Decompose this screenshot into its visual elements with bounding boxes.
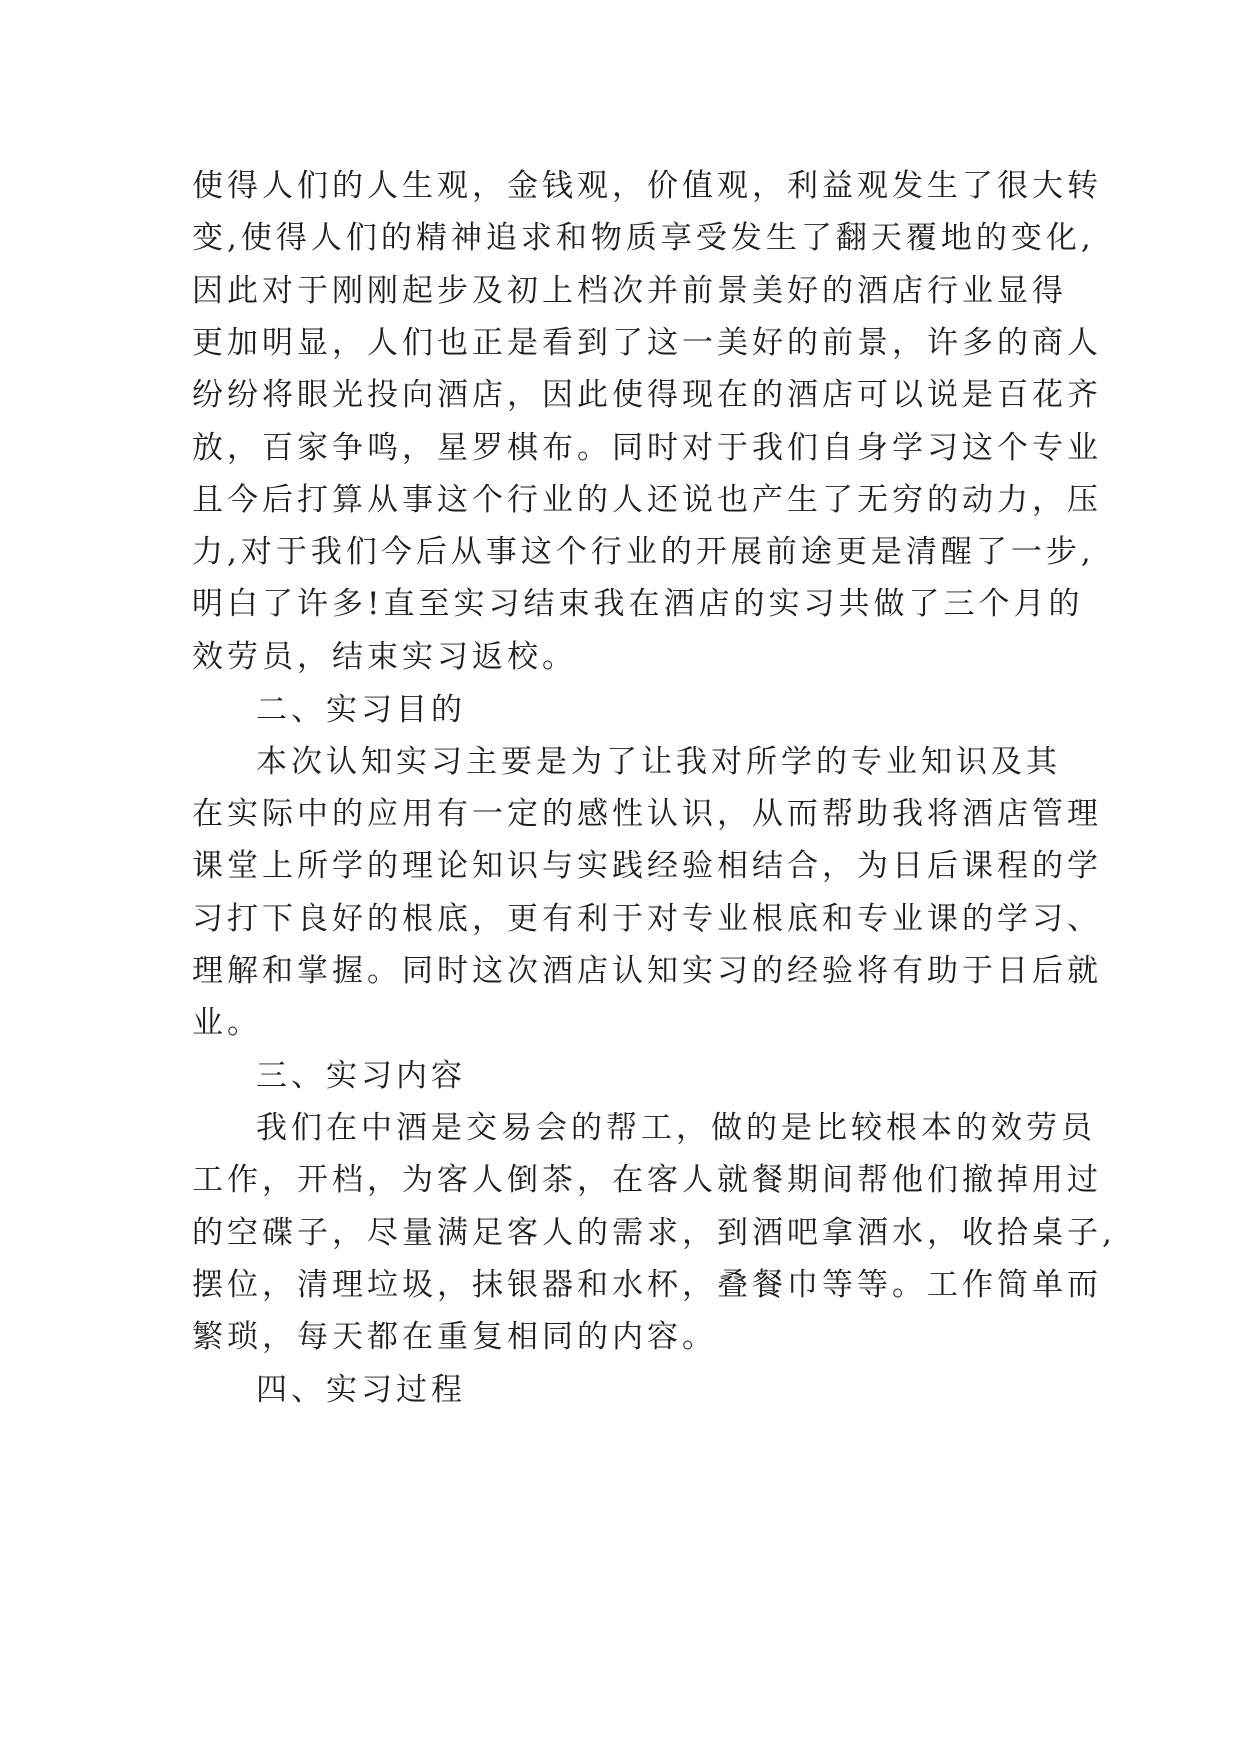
text-line: 繁琐，每天都在重复相同的内容。 [192,1319,717,1355]
section-heading: 四、实习过程 [256,1372,466,1408]
text-line: 变,使得人们的精神追求和物质享受发生了翻天覆地的变化, [192,220,1095,256]
text-line: 摆位，清理垃圾，抹银器和水杯，叠餐巾等等。工作简单而 [192,1267,1102,1303]
text-line: 理解和掌握。同时这次酒店认知实习的经验将有助于日后就 [192,953,1102,989]
text-line: 习打下良好的根底，更有利于对专业根底和专业课的学习、 [192,901,1102,937]
section-heading: 二、实习目的 [256,692,466,728]
text-line: 使得人们的人生观，金钱观，价值观，利益观发生了很大转 [192,168,1102,204]
text-line: 工作，开档，为客人倒茶，在客人就餐期间帮他们撤掉用过 [192,1162,1102,1198]
text-line: 纷纷将眼光投向酒店，因此使得现在的酒店可以说是百花齐 [192,377,1102,413]
text-line: 的空碟子，尽量满足客人的需求，到酒吧拿酒水，收拾桌子, [192,1215,1116,1251]
text-line: 本次认知实习主要是为了让我对所学的专业知识及其 [256,744,1061,780]
text-line: 在实际中的应用有一定的感性认识，从而帮助我将酒店管理 [192,796,1102,832]
text-line: 力,对于我们今后从事这个行业的开展前途更是清醒了一步, [192,534,1095,570]
text-line: 因此对于刚刚起步及初上档次并前景美好的酒店行业显得 [192,273,1067,309]
text-line: 更加明显，人们也正是看到了这一美好的前景，许多的商人 [192,325,1102,361]
text-line: 效劳员，结束实习返校。 [192,639,577,675]
text-line: 且今后打算从事这个行业的人还说也产生了无穷的动力，压 [192,482,1102,518]
text-line: 课堂上所学的理论知识与实践经验相结合，为日后课程的学 [192,848,1102,884]
text-line: 我们在中酒是交易会的帮工，做的是比较根本的效劳员 [256,1110,1096,1146]
text-line: 明白了许多!直至实习结束我在酒店的实习共做了三个月的 [192,586,1084,622]
section-heading: 三、实习内容 [256,1058,466,1094]
text-line: 业。 [192,1005,262,1041]
text-line: 放，百家争鸣，星罗棋布。同时对于我们自身学习这个专业 [192,430,1102,466]
